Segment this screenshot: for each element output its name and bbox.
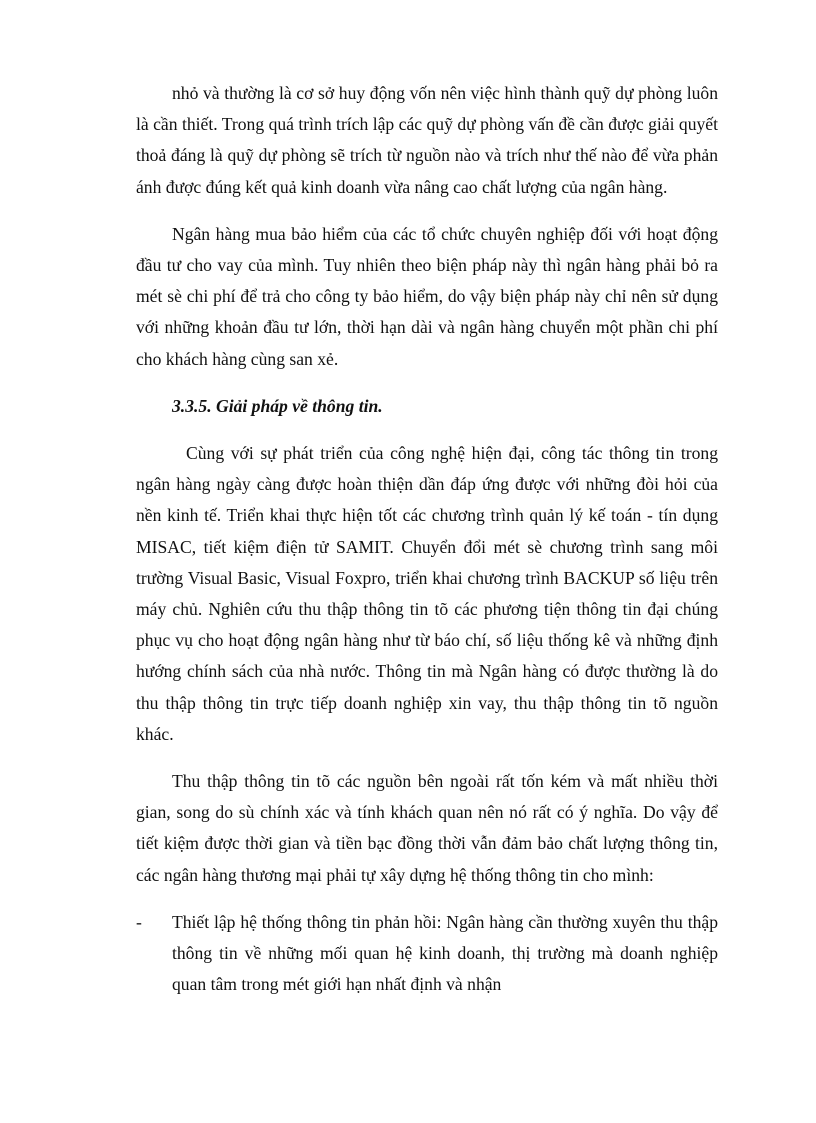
paragraph-1: nhỏ và thường là cơ sở huy động vốn nên việc hình thành quỹ dự phòng luôn là cần thiết. Trong quá trình trích lập các quỹ dự phòng vấn đề cần được giải quyết thoả đáng là quỹ dự phòng sẽ trích từ nguồn nào và trích như thế nào để vừa phản ánh được đúng kết quả kinh doanh vừa nâng cao chất lượng của ngân hàng.	[136, 83, 718, 197]
bullet-item-1	[136, 907, 718, 1001]
section-heading: 3.3.5. Giải pháp về thông tin.	[172, 395, 383, 416]
paragraph-3: Cùng với sự phát triển của công nghệ hiện đại, công tác thông tin trong ngân hàng ngày càng được hoàn thiện dần đáp ứng được với những đòi hỏi của nền kinh tế. Triển khai thực hiện tốt các chương trình quản lý kế toán - tín dụng MISAC, tiết kiệm điện tử SAMIT. Chuyển đổi mét sè chương trình sang môi trường Visual Basic, Visual Foxpro, triển khai chương trình BACKUP số liệu trên máy chủ. Nghiên cứu thu thập thông tin tõ các phương tiện thông tin đại chúng phục vụ cho hoạt động ngân hàng như từ báo chí, số liệu thống kê và những định hướng chính sách của nhà nước. Thông tin mà Ngân hàng có được thường là do thu thập thông tin trực tiếp doanh nghiệp xin vay, thu thập thông tin tõ nguồn khác.	[136, 443, 718, 744]
bullet-dash: -	[136, 911, 142, 932]
paragraph-2: Ngân hàng mua bảo hiểm của các tổ chức chuyên nghiệp đối với hoạt động đầu tư cho vay của mình. Tuy nhiên theo biện pháp này thì ngân hàng phải bỏ ra mét sè chi phí để trả cho công ty bảo hiểm, do vậy biện pháp này chỉ nên sử dụng với những khoản đầu tư lớn, thời hạn dài và ngân hàng chuyển một phần chi phí cho khách hàng cùng san xẻ.	[136, 223, 718, 369]
document-page	[136, 78, 718, 1000]
bullet-item-1-text: Thiết lập hệ thống thông tin phản hồi: Ngân hàng cần thường xuyên thu thập thông tin về những mối quan hệ kinh doanh, thị trường mà doanh nghiệp quan tâm trong mét giới hạn nhất định và nhận	[172, 911, 718, 995]
paragraph-4: Thu thập thông tin tõ các nguồn bên ngoài rất tốn kém và mất nhiều thời gian, song do sù chính xác và tính khách quan nên nó rất có ý nghĩa. Do vậy để tiết kiệm được thời gian và tiền bạc đồng thời vẫn đảm bảo chất lượng thông tin, các ngân hàng thương mại phải tự xây dựng hệ thống thông tin cho mình:	[136, 771, 718, 885]
